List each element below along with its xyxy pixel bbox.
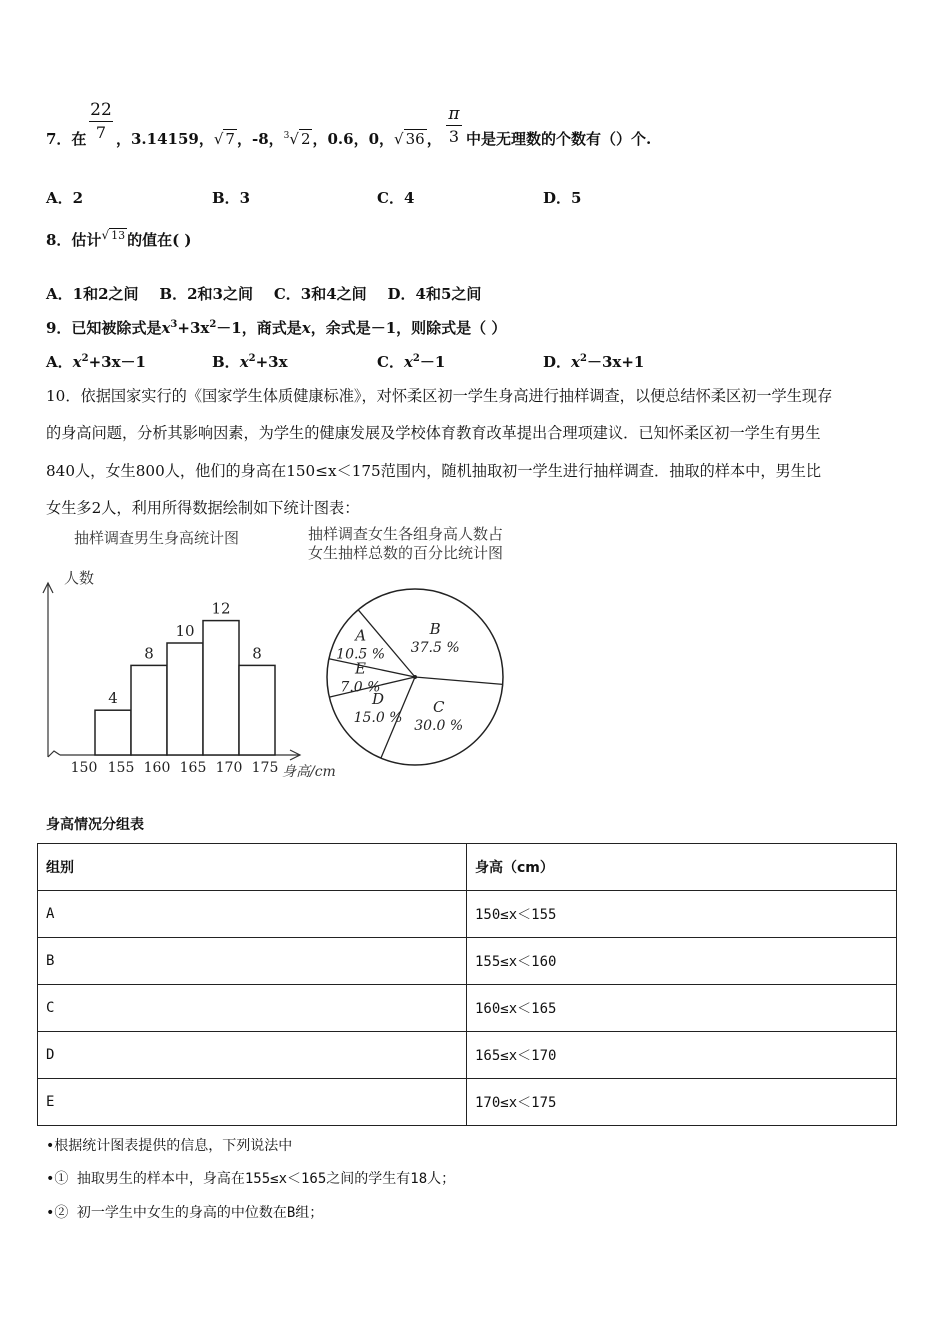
table-row: A 150≤x＜155 [38, 891, 897, 938]
bar-155-160 [131, 665, 167, 755]
sqrt-7: √ 7 [213, 130, 235, 148]
x-tick-label: 160 [143, 760, 171, 776]
x-axis-break [48, 751, 60, 757]
question-7 [46, 128, 86, 149]
table-header-height: 身高（cm） [467, 844, 897, 891]
bar-value-label: 8 [252, 644, 262, 663]
pie-slice-percent-E: 7.0 % [340, 679, 381, 696]
pie-slice-percent-B: 37.5 % [410, 639, 460, 656]
x-axis-label: 身高/cm [282, 764, 336, 780]
sqrt-36: √ 36 [394, 130, 425, 148]
q10-line-3: 840人，女生800人，他们的身高在150≤x＜175范围内，随机抽取初一学生进行抽样调查．抽取的样本中，男生比 [46, 462, 822, 480]
table-row: C 160≤x＜165 [38, 985, 897, 1032]
x-tick-label: 165 [179, 760, 207, 776]
bar-165-170 [203, 621, 239, 755]
x-tick-label: 150 [70, 760, 98, 776]
pie-title-line-2: 女生抽样总数的百分比统计图 [308, 544, 504, 562]
q8-options: A．1和2之间 B．2和3之间 C．3和4之间 D．4和5之间 [46, 285, 482, 303]
table-header-group: 组别 [38, 844, 467, 891]
cbrt-2: $^3$√ 2 [283, 130, 311, 148]
table-header-row [38, 844, 897, 891]
y-axis-label: 人数 [64, 569, 95, 587]
q9-option-a: A．$x^2+3x-1$ [46, 353, 146, 371]
q10-line-2: 的身高问题，分析其影响因素，为学生的健康发展及学校体育教育改革提出合理项建议．已知怀柔区初一学生有男生 [46, 424, 821, 442]
bar-160-165 [167, 643, 203, 755]
q7-option-c: C．4 [377, 189, 415, 207]
q7-fraction-pi-3: π 3 [446, 104, 462, 147]
bar-value-label: 4 [108, 689, 118, 708]
question-8: 8．估计√ 13 的值在( ) [46, 228, 192, 249]
table-row: E 170≤x＜175 [38, 1079, 897, 1126]
table-row: B 155≤x＜160 [38, 938, 897, 985]
pie-title-line-1: 抽样调查女生各组身高人数占 [308, 525, 504, 543]
pie-slice-percent-D: 15.0 % [353, 710, 403, 727]
bar-150-155 [95, 710, 131, 755]
pie-slice-name-C: C [432, 698, 445, 717]
q10-line-4: 女生多2人，利用所得数据绘制如下统计图表： [46, 499, 360, 517]
pie-center [413, 675, 417, 679]
height-group-table [37, 843, 897, 1126]
q9-option-c: C．$x^2-1$ [377, 353, 446, 371]
statement-2: •② 初一学生中女生的身高的中位数在B组； [46, 1205, 324, 1221]
sqrt-13: √ 13 [101, 228, 126, 242]
q10-line-1: 10．依据国家实行的《国家学生体质健康标准》，对怀柔区初一学生身高进行抽样调查，以便总结怀柔区初一学生现存 [46, 387, 833, 405]
q7-tail: 中是无理数的个数有（）个. [466, 130, 652, 148]
statement-1: •① 抽取男生的样本中，身高在155≤x＜165之间的学生有18人； [46, 1171, 456, 1187]
pie-slice-name-B: B [429, 619, 441, 638]
bar-value-label: 10 [175, 622, 195, 640]
bar-170-175 [239, 665, 275, 755]
table-title: 身高情况分组表 [46, 817, 144, 833]
pie-slice-name-D: D [372, 690, 385, 709]
q9-option-d: D．$x^2-3x+1$ [543, 353, 645, 371]
pie-slice-name-A: A [355, 626, 367, 645]
x-tick-label: 175 [251, 760, 279, 776]
bar-value-label: 12 [211, 599, 231, 618]
pie-slice-name-E: E [354, 659, 366, 678]
bar-chart-title: 抽样调查男生身高统计图 [74, 529, 240, 547]
q7-expression: ，3.14159，√ 7 ，-8，$^3$√ 2 ，0.6，0，√ 36 ， [116, 130, 442, 148]
pie-slice-percent-C: 30.0 % [414, 718, 464, 735]
q7-number: 7．在 [46, 130, 87, 148]
q7-option-b: B．3 [212, 189, 251, 207]
pie-slice-percent-A: 10.5 % [336, 646, 386, 663]
statement-intro: •根据统计图表提供的信息，下列说法中 [46, 1138, 293, 1154]
q7-option-d: D．5 [543, 189, 582, 207]
q9-option-b: B．$x^2+3x$ [212, 353, 288, 371]
q7-option-a: A．2 [46, 189, 84, 207]
bar-value-label: 8 [144, 644, 154, 663]
question-9: 9．已知被除式是$x^3+3x^2-1$，商式是x，余式是－1，则除式是（ ） [46, 319, 507, 337]
x-tick-label: 155 [107, 760, 135, 776]
q7-fraction-22-7: 22 7 [90, 100, 112, 142]
x-tick-label: 170 [215, 760, 243, 776]
female-height-pie-chart [300, 520, 540, 785]
table-row: D 165≤x＜170 [38, 1032, 897, 1079]
